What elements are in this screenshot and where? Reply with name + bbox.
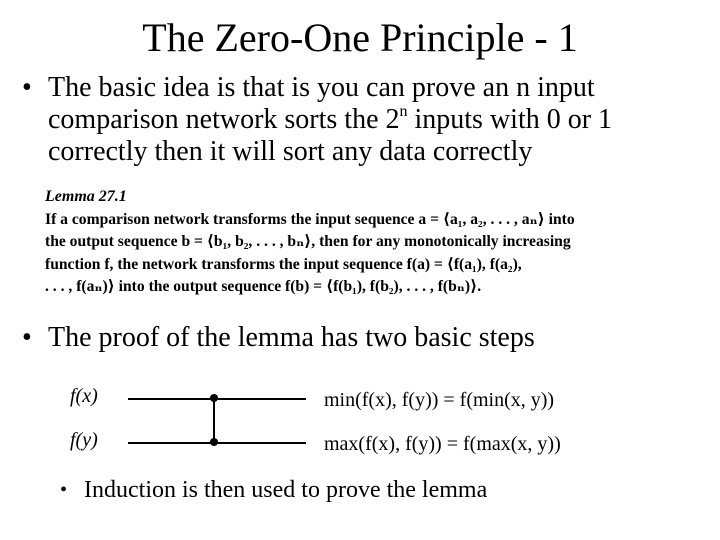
comparator-figure xyxy=(60,380,660,460)
lemma-heading: Lemma 27.1 xyxy=(45,188,127,205)
bullet-superscript: n xyxy=(399,103,408,120)
lemma-line: the output sequence b = ⟨b₁, b₂, . . . , bₙ⟩, then for any monotonically increasing xyxy=(45,233,571,250)
bullet-zero-one-idea xyxy=(22,72,702,172)
comparator-node-bottom xyxy=(210,438,218,446)
bullet-marker: • xyxy=(22,72,32,103)
lemma-box xyxy=(45,186,665,299)
bullet-text-post: inputs with 0 or 1 correctly then it will sort any data correctly xyxy=(48,104,613,167)
lemma-line: function f, the network transforms the input sequence f(a) = ⟨f(a₁), f(a₂), xyxy=(45,255,522,273)
lemma-body xyxy=(45,209,665,299)
output-label-max: max(f(x), f(y)) = f(max(x, y)) xyxy=(324,433,561,455)
bullet-text-pre: The basic idea is that is you can prove an n input comparison network sorts the 2 xyxy=(48,72,595,135)
bullet-proof-steps xyxy=(22,322,702,358)
lemma-line: If a comparison network transforms the input sequence a = ⟨a₁, a₂, . . . , aₙ⟩ into xyxy=(45,210,575,228)
output-label-min: min(f(x), f(y)) = f(min(x, y)) xyxy=(324,389,555,411)
input-label-fx: f(x) xyxy=(70,385,98,407)
bullet-marker: • xyxy=(22,322,32,353)
slide-title: The Zero-One Principle - 1 xyxy=(142,15,578,60)
comparator-line xyxy=(213,398,215,442)
input-label-fy: f(y) xyxy=(70,429,98,451)
bullet-text xyxy=(48,72,708,168)
bullet-text: The proof of the lemma has two basic steps xyxy=(48,322,535,353)
lemma-line: . . . , f(aₙ)⟩ into the output sequence f(b) = ⟨f(b₁), f(b₂), . . . , f(bₙ)⟩. xyxy=(45,278,482,295)
sub-bullet-text: Induction is then used to prove the lemma xyxy=(84,477,488,503)
sub-bullet-marker: • xyxy=(60,479,68,501)
comparator-node-top xyxy=(210,394,218,402)
